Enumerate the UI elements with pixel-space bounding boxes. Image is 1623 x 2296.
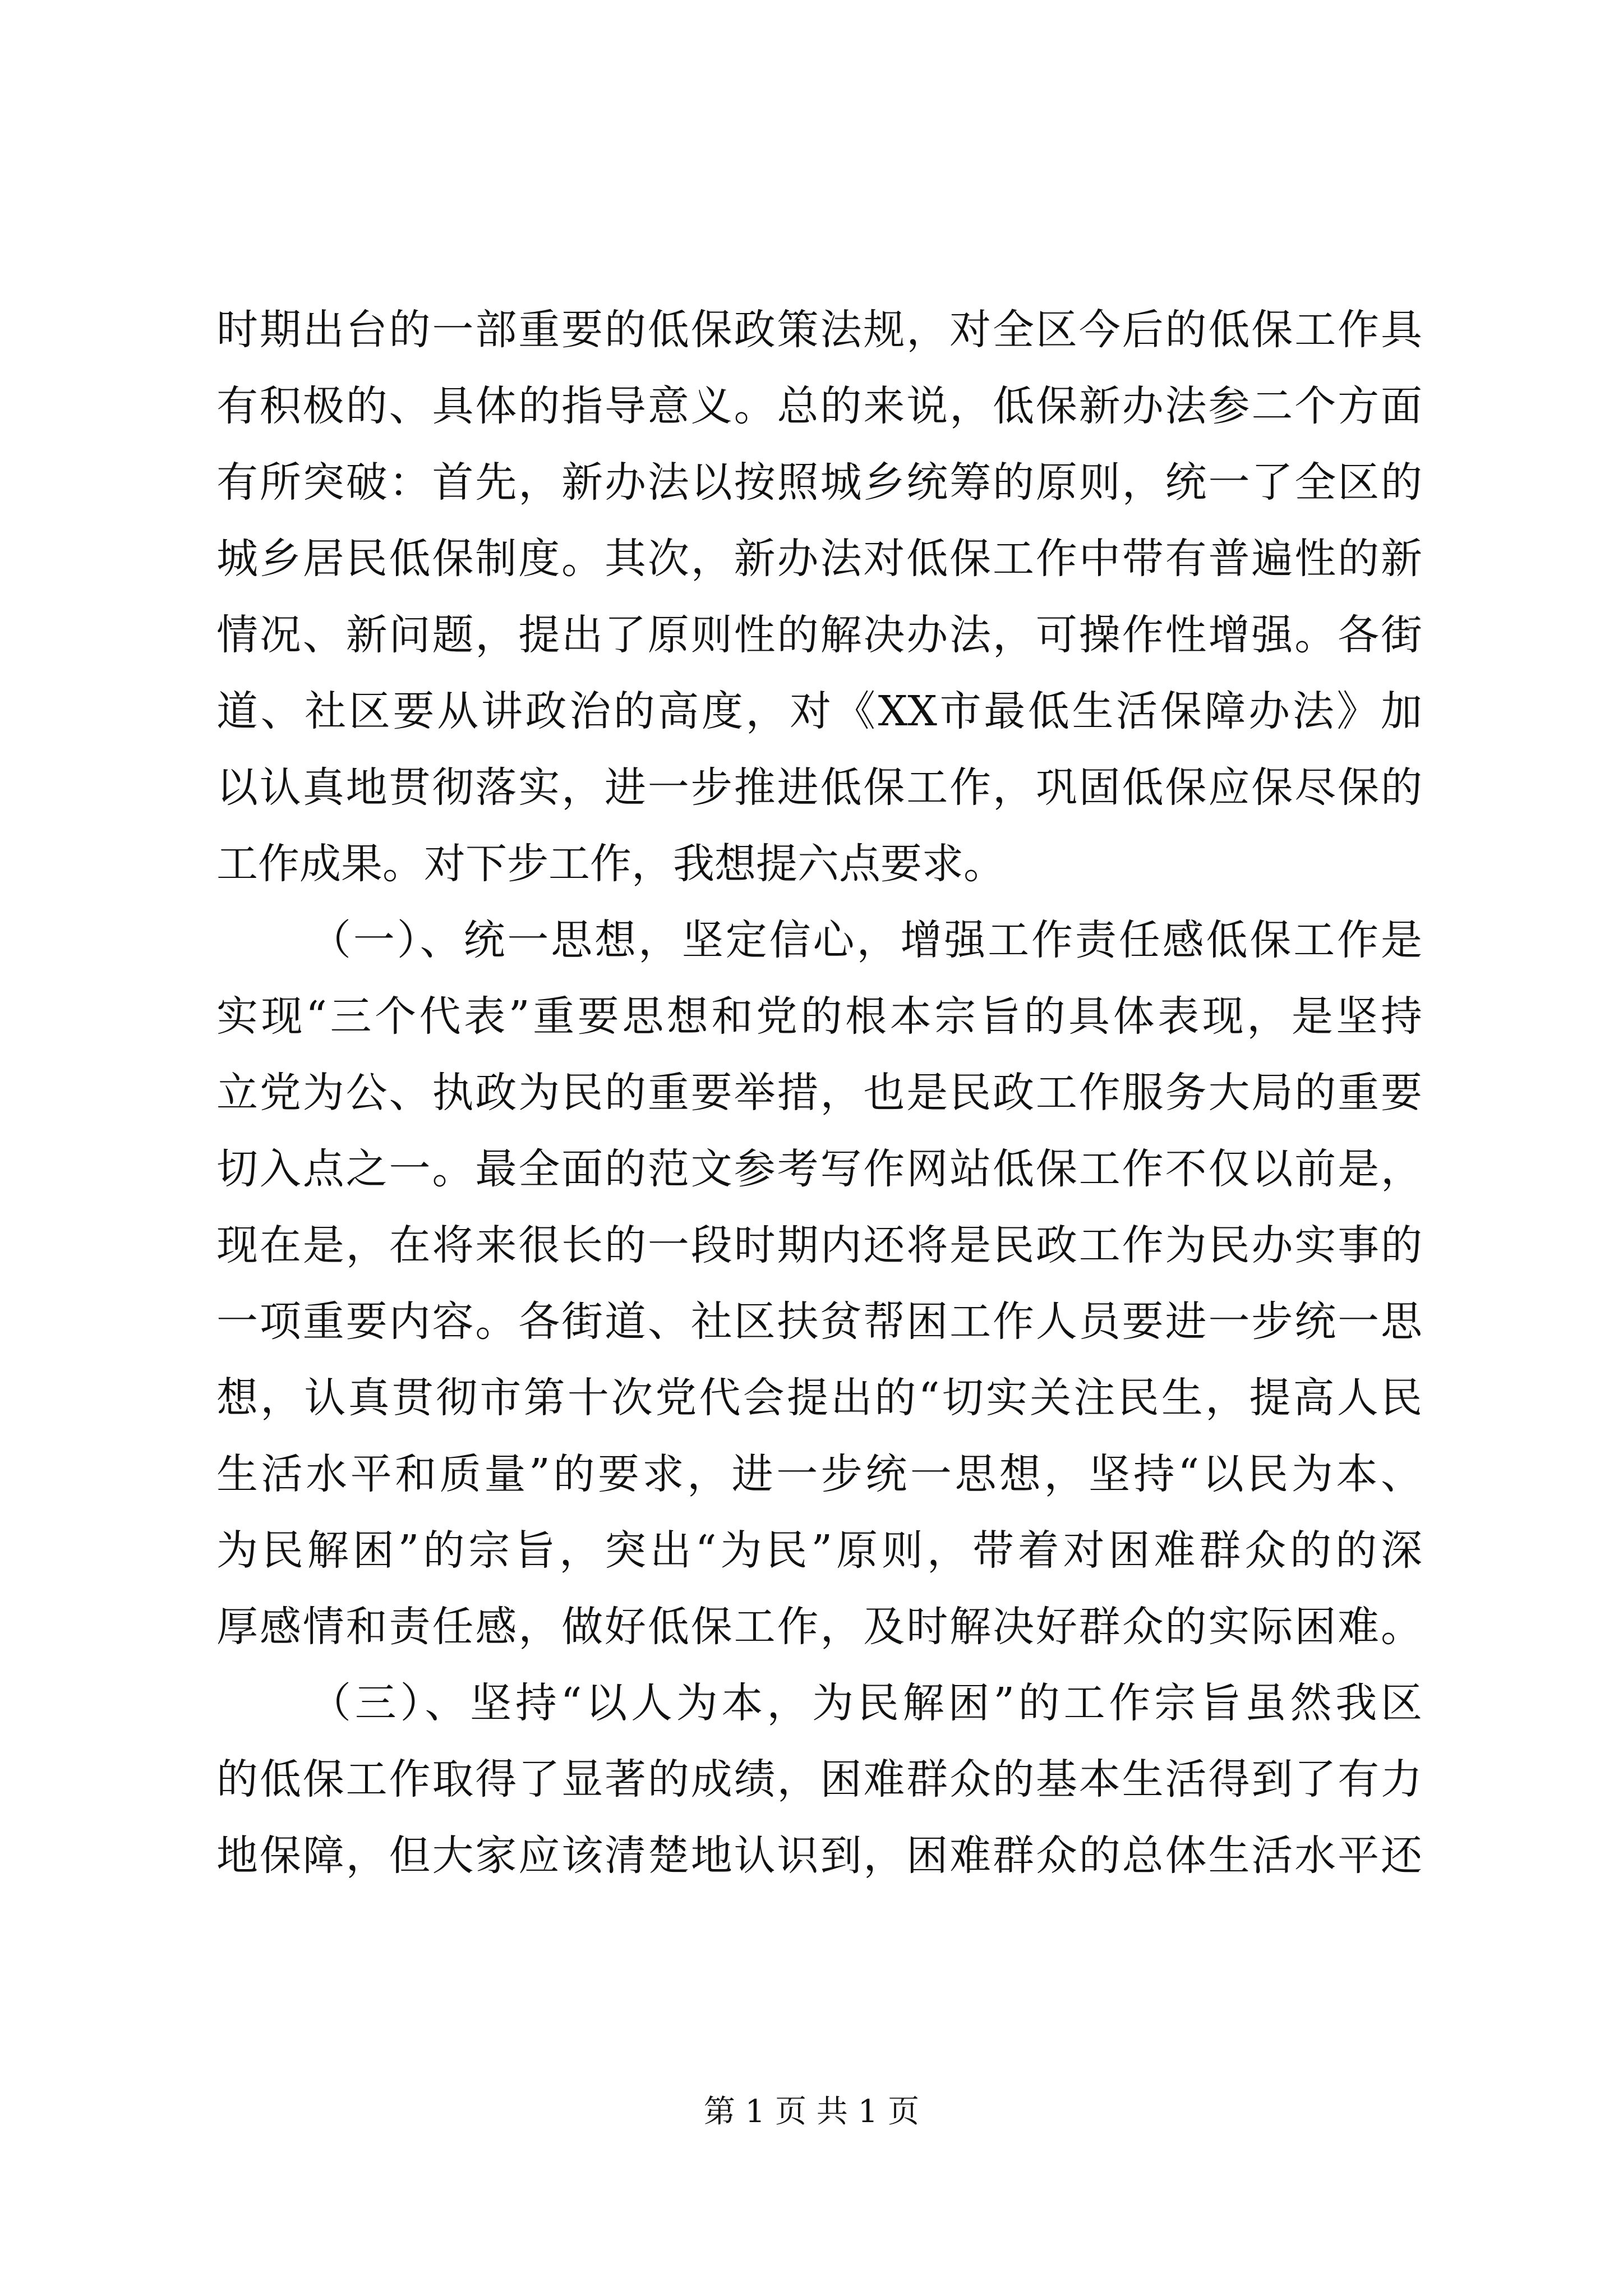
text-line: 现在是，在将来很长的一段时期内还将是民政工作为民办实事的 [216,1221,1422,1269]
text-line: 工作成果。对下步工作，我想提六点要求。 [216,840,1005,888]
section-heading-line: （一）、统一思想，坚定信心，增强工作责任感低保工作是 [310,916,1422,964]
document-body [216,292,1422,1894]
text-line: 道、社区要从讲政治的高度，对《XX市最低生活保障办法》加 [216,687,1422,735]
text-line: 有所突破：首先，新办法以按照城乡统筹的原则，统一了全区的 [216,458,1422,507]
text-line: 城乡居民低保制度。其次，新办法对低保工作中带有普遍性的新 [216,535,1422,583]
text-line: 切入点之一。最全面的范文参考写作网站低保工作不仅以前是， [216,1145,1422,1193]
text-line: 的低保工作取得了显著的成绩，困难群众的基本生活得到了有力 [216,1755,1422,1803]
text-line: 立党为公、执政为民的重要举措，也是民政工作服务大局的重要 [216,1069,1422,1117]
text-line: 为民解困”的宗旨，突出“为民”原则，带着对困难群众的的深 [216,1526,1422,1575]
text-line: 厚感情和责任感，做好低保工作，及时解决好群众的实际困难。 [216,1603,1422,1651]
section-heading-line: （三）、坚持“以人为本，为民解困”的工作宗旨虽然我区 [310,1679,1422,1727]
text-line: 实现“三个代表”重要思想和党的根本宗旨的具体表现，是坚持 [216,992,1422,1041]
text-line: 一项重要内容。各街道、社区扶贫帮困工作人员要进一步统一思 [216,1297,1422,1346]
text-line: 有积极的、具体的指导意义。总的来说，低保新办法参二个方面 [216,382,1422,430]
page-footer: 第 1 页 共 1 页 [703,2093,920,2130]
text-line: 以认真地贯彻落实，进一步推进低保工作，巩固低保应保尽保的 [216,763,1422,812]
text-line: 生活水平和质量”的要求，进一步统一思想，坚持“以民为本、 [216,1450,1422,1498]
text-line: 想，认真贯彻市第十次党代会提出的“切实关注民生，提高人民 [216,1374,1422,1422]
text-line: 地保障，但大家应该清楚地认识到，困难群众的总体生活水平还 [216,1832,1422,1880]
text-line: 时期出台的一部重要的低保政策法规，对全区今后的低保工作具 [216,306,1422,354]
text-line: 情况、新问题，提出了原则性的解决办法，可操作性增强。各街 [216,611,1422,659]
